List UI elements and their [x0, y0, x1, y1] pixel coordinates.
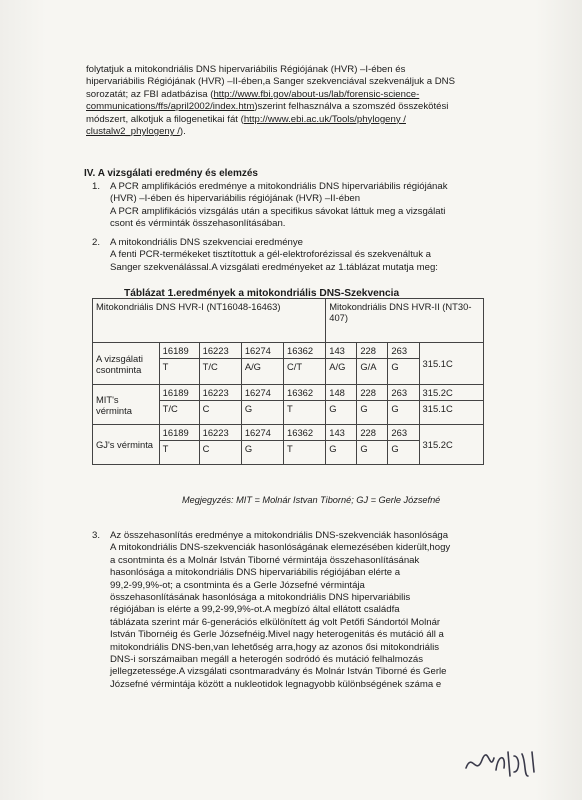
cell: G/A	[357, 359, 388, 385]
cell: 315.1C	[419, 343, 483, 385]
row-label: MIT's vérminta	[93, 385, 160, 425]
item2-line-1: A mitokondriális DNS szekvenciai eredménye	[110, 237, 304, 248]
cell: 315.1C	[419, 401, 483, 425]
intro-line-4	[86, 101, 526, 113]
cell: C/T	[284, 359, 326, 385]
item3-line: mitokondriális DNS-ben,van lehetőség arra,hogy az azonos ősi mitokondriális	[110, 641, 440, 653]
cell: 263	[388, 343, 419, 359]
item1-text	[110, 181, 524, 231]
intro-text: ).	[179, 126, 186, 138]
cell: G	[388, 359, 419, 385]
item3-line: a csontminta és a Molnár István Tiborné vérmintája összehasonlításának	[110, 554, 420, 566]
handwritten-signature	[462, 742, 542, 782]
section-heading: IV. A vizsgálati eredmény és elemzés	[84, 168, 258, 179]
item3-line: A mitokondriális DNS-szekvenciák hasonlóságának elemezésében kiderült,hogy	[110, 542, 451, 554]
cell: 263	[388, 385, 419, 401]
cell: C	[199, 441, 241, 465]
cell: 16274	[241, 343, 283, 359]
cell: 143	[326, 343, 357, 359]
row-label: A vizsgálati csontminta	[93, 343, 160, 385]
cell: G	[357, 441, 388, 465]
cell: 16189	[159, 343, 199, 359]
cell: 263	[388, 425, 419, 441]
cell: T	[159, 441, 199, 465]
table-row	[93, 425, 484, 441]
cell: T/C	[199, 359, 241, 385]
item3-line: jellegzetessége.A vizsgálati csontmaradvány és Molnár István Tiborné és Gerle	[110, 666, 447, 678]
item1-line-2: (HVR) –I-ében és hipervariábilis régiójának (HVR) –II-ében	[110, 193, 361, 205]
intro-line-3	[86, 89, 526, 101]
item3-line: 99,2-99,9%-ot; a csontminta és a Gerle Józsefné vérmintája	[110, 579, 365, 591]
cell: C	[199, 401, 241, 425]
cell: 16189	[159, 385, 199, 401]
intro-line-1: folytatjuk a mitokondriális DNS hipervariábilis Régiójának (HVR) –I-ében és	[86, 64, 406, 75]
item1-line-3: A PCR amplifikációs vizsgálás után a specifikus sávokat láttuk meg a vizsgálati	[110, 205, 446, 217]
cell: G	[388, 441, 419, 465]
fbi-link-cont[interactable]: communications/ffs/april2002/index.htm	[86, 101, 255, 113]
item-number: 3.	[92, 530, 101, 541]
item3-text	[110, 530, 524, 691]
cell: T/C	[159, 401, 199, 425]
cell: 228	[357, 343, 388, 359]
cell: 228	[357, 385, 388, 401]
header-hvr1: Mitokondriális DNS HVR-I (NT16048-16463)	[93, 299, 326, 343]
item2-line-2: A fenti PCR-termékeket tisztítottuk a gél-elektroforézissal és szekvenáltuk a	[110, 249, 431, 261]
cell: G	[326, 441, 357, 465]
item3-line: Józsefné vérmintája között a nukleotidok legnagyobb különbségének száma e	[110, 678, 442, 690]
cell: T	[284, 401, 326, 425]
item2-text	[110, 237, 524, 274]
item3-line: Az összehasonlítás eredménye a mitokondriális DNS-szekvenciák hasonlósága	[110, 530, 449, 541]
cell: 16223	[199, 385, 241, 401]
cell: G	[241, 401, 283, 425]
cell: 315.2C	[419, 425, 483, 465]
cell: A/G	[326, 359, 357, 385]
intro-line-6	[86, 126, 526, 138]
cell: 16189	[159, 425, 199, 441]
cell: T	[159, 359, 199, 385]
item-number: 1.	[92, 181, 101, 192]
intro-text: sorozatát; az FBI adatbázisa (	[86, 88, 214, 100]
fbi-link[interactable]: http://www.fbi.gov/about-us/lab/forensic-science-	[213, 88, 420, 100]
cell: 16274	[241, 425, 283, 441]
cell: 16362	[284, 343, 326, 359]
table-caption: Táblázat 1.eredmények a mitokondriális DNS-Szekvencia	[124, 288, 400, 299]
intro-paragraph	[86, 64, 526, 138]
item3-line: régiójában is elérte a 99,2-99,9%-ot.A megbízó által ellátott családfa	[110, 604, 400, 616]
cell: 16362	[284, 425, 326, 441]
table-row	[93, 343, 484, 359]
cell: 228	[357, 425, 388, 441]
item3-line: összehasonlításának hasonlósága a mitokondriális DNS hipervariábilis	[110, 592, 411, 604]
cell: 315.2C	[419, 385, 483, 401]
row-label: GJ's vérminta	[93, 425, 160, 465]
cell: 16223	[199, 425, 241, 441]
header-hvr2: Mitokondriális DNS HVR-II (NT30-407)	[326, 299, 484, 343]
item3-line: hasonlósága a mitokondriális DNS hipervariábilis régiójában elérte a	[110, 567, 401, 579]
cell: 143	[326, 425, 357, 441]
item3-line: István Tibornéig és Gerle Józsefnéig.Mivel nagy heterogenitás és mutáció áll a	[110, 629, 444, 641]
intro-line-5	[86, 114, 526, 126]
item-number: 2.	[92, 237, 101, 248]
cell: G	[241, 441, 283, 465]
cell: T	[284, 441, 326, 465]
intro-text: módszert, alkotjuk a filogenetikai fát (	[86, 113, 244, 125]
item2-line-3: Sanger szekvenálással.A vizsgálati eredményeket az 1.táblázat mutatja meg:	[110, 261, 438, 273]
item1-line-1: A PCR amplifikációs eredménye a mitokondriális DNS hipervariábilis régiójának	[110, 181, 448, 192]
cell: 148	[326, 385, 357, 401]
cell: 16274	[241, 385, 283, 401]
cell: 16362	[284, 385, 326, 401]
table-row	[93, 385, 484, 401]
cell: G	[357, 401, 388, 425]
cell: 16223	[199, 343, 241, 359]
item1-line-4: csont és vérminták összehasonlításában.	[110, 218, 286, 230]
intro-line-2: hipervariábilis Régiójának (HVR) –II-ében,a Sanger szekvenciával szekvenáljuk a DNS	[86, 76, 456, 88]
table-note: Megjegyzés: MIT = Molnár Istvan Tiborné; GJ = Gerle Józsefné	[182, 495, 441, 505]
intro-text: )szerint felhasználva a szomszéd összekötési	[254, 101, 449, 113]
cell: G	[388, 401, 419, 425]
ebi-link-cont[interactable]: clustalw2_phylogeny /	[86, 126, 180, 138]
item3-line: táblázata szerint már 6-generációs elkülönített ág volt Petőfi Sándortól Molnár	[110, 616, 441, 628]
cell: A/G	[241, 359, 283, 385]
item3-line: DNS-i sorszámaiban megáll a heterogén sodródó és mutáció felhalmozás	[110, 654, 424, 666]
sequence-table	[92, 298, 484, 465]
cell: G	[326, 401, 357, 425]
ebi-link[interactable]: http://www.ebi.ac.uk/Tools/phylogeny /	[243, 113, 406, 125]
